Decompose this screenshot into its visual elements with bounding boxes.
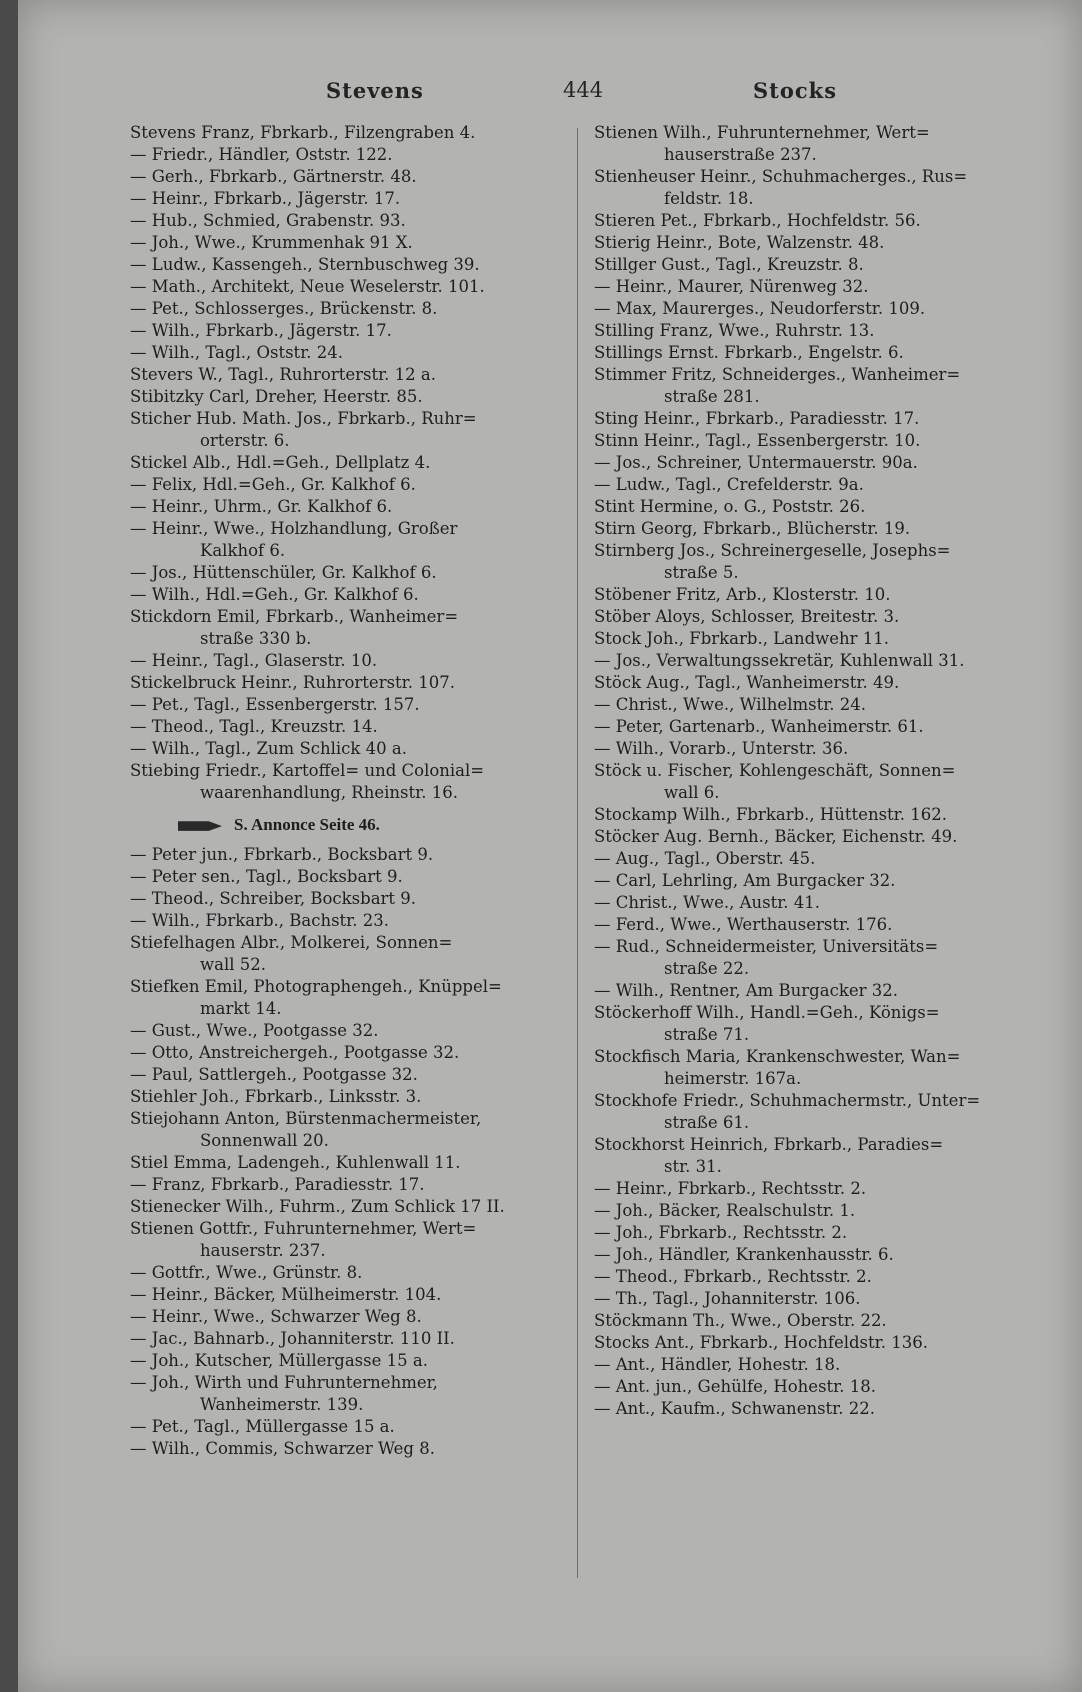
directory-entry: — Heinr., Wwe., Schwarzer Weg 8. xyxy=(130,1307,422,1326)
directory-entry: Stiefken Emil, Photographengeh., Knüppel= xyxy=(130,977,502,996)
directory-entry: Stienecker Wilh., Fuhrm., Zum Schlick 17 II. xyxy=(130,1197,505,1216)
directory-entry: — Wilh., Hdl.=Geh., Gr. Kalkhof 6. xyxy=(130,585,419,604)
page-number: 444 xyxy=(563,78,604,102)
directory-entry: — Aug., Tagl., Oberstr. 45. xyxy=(594,849,816,868)
annonce-text: S. Annonce Seite 46. xyxy=(234,815,380,834)
directory-entry: markt 14. xyxy=(200,999,282,1018)
directory-entry: — Paul, Sattlergeh., Pootgasse 32. xyxy=(130,1065,418,1084)
annonce-notice xyxy=(178,814,548,836)
directory-entry: feldstr. 18. xyxy=(664,189,754,208)
directory-entry: — Wilh., Vorarb., Unterstr. 36. xyxy=(594,739,849,758)
directory-entry: straße 22. xyxy=(664,959,750,978)
directory-entry: Stirn Georg, Fbrkarb., Blücherstr. 19. xyxy=(594,519,911,538)
header-right-keyword: Stocks xyxy=(753,78,838,103)
directory-entry: Stienen Gottfr., Fuhrunternehmer, Wert= xyxy=(130,1219,477,1238)
directory-entry: hauserstr. 237. xyxy=(200,1241,326,1260)
directory-entry: — Hub., Schmied, Grabenstr. 93. xyxy=(130,211,406,230)
directory-entry: Stiebing Friedr., Kartoffel= und Colonial= xyxy=(130,761,485,780)
directory-entry: — Th., Tagl., Johanniterstr. 106. xyxy=(594,1289,861,1308)
page-header xyxy=(18,78,1082,112)
directory-entry: Stöck u. Fischer, Kohlengeschäft, Sonnen= xyxy=(594,761,956,780)
directory-entry: — Heinr., Maurer, Nürenweg 32. xyxy=(594,277,869,296)
pointing-hand-icon xyxy=(178,820,222,832)
directory-entry: — Wilh., Commis, Schwarzer Weg 8. xyxy=(130,1439,435,1458)
directory-entry: — Otto, Anstreichergeh., Pootgasse 32. xyxy=(130,1043,460,1062)
directory-entry: orterstr. 6. xyxy=(200,431,290,450)
directory-entry: — Peter jun., Fbrkarb., Bocksbart 9. xyxy=(130,845,434,864)
directory-entry: Stockfisch Maria, Krankenschwester, Wan= xyxy=(594,1047,961,1066)
directory-entry: Stillger Gust., Tagl., Kreuzstr. 8. xyxy=(594,255,864,274)
directory-entry: — Heinr., Bäcker, Mülheimerstr. 104. xyxy=(130,1285,442,1304)
directory-entry: Stibitzky Carl, Dreher, Heerstr. 85. xyxy=(130,387,423,406)
directory-entry: — Ferd., Wwe., Werthauserstr. 176. xyxy=(594,915,893,934)
directory-entry: — Friedr., Händler, Oststr. 122. xyxy=(130,145,393,164)
directory-entry: — Christ., Wwe., Wilhelmstr. 24. xyxy=(594,695,867,714)
directory-entry: — Gerh., Fbrkarb., Gärtnerstr. 48. xyxy=(130,167,417,186)
directory-entry: Stienen Wilh., Fuhrunternehmer, Wert= xyxy=(594,123,930,142)
directory-entry: straße 71. xyxy=(664,1025,750,1044)
directory-entry: — Jac., Bahnarb., Johanniterstr. 110 II. xyxy=(130,1329,455,1348)
directory-entry: Stöckerhoff Wilh., Handl.=Geh., Königs= xyxy=(594,1003,940,1022)
directory-entry: — Pet., Tagl., Müllergasse 15 a. xyxy=(130,1417,395,1436)
directory-entry: — Heinr., Uhrm., Gr. Kalkhof 6. xyxy=(130,497,393,516)
directory-entry: Stienheuser Heinr., Schuhmacherges., Rus= xyxy=(594,167,968,186)
directory-entry: — Wilh., Tagl., Zum Schlick 40 a. xyxy=(130,739,407,758)
directory-entry: — Gust., Wwe., Pootgasse 32. xyxy=(130,1021,379,1040)
directory-entry: wall 52. xyxy=(200,955,266,974)
directory-entry: — Pet., Schlosserges., Brückenstr. 8. xyxy=(130,299,438,318)
directory-entry: Stilling Franz, Wwe., Ruhrstr. 13. xyxy=(594,321,875,340)
column-divider xyxy=(577,128,578,1578)
directory-entry: Stöbener Fritz, Arb., Klosterstr. 10. xyxy=(594,585,891,604)
directory-entry: — Joh., Kutscher, Müllergasse 15 a. xyxy=(130,1351,428,1370)
directory-entry: Stöck Aug., Tagl., Wanheimerstr. 49. xyxy=(594,673,900,692)
directory-entry: Wanheimerstr. 139. xyxy=(200,1395,364,1414)
directory-entry: — Theod., Schreiber, Bocksbart 9. xyxy=(130,889,417,908)
directory-entry: — Heinr., Fbrkarb., Rechtsstr. 2. xyxy=(594,1179,867,1198)
directory-entry: — Felix, Hdl.=Geh., Gr. Kalkhof 6. xyxy=(130,475,416,494)
directory-entry: — Joh., Wirth und Fuhrunternehmer, xyxy=(130,1373,438,1392)
directory-entry: straße 281. xyxy=(664,387,760,406)
directory-entry: straße 5. xyxy=(664,563,739,582)
directory-entry: Stint Hermine, o. G., Poststr. 26. xyxy=(594,497,866,516)
directory-entry: Stevens Franz, Fbrkarb., Filzengraben 4. xyxy=(130,123,476,142)
directory-entry: Stickelbruck Heinr., Ruhrorterstr. 107. xyxy=(130,673,455,692)
directory-entry: waarenhandlung, Rheinstr. 16. xyxy=(200,783,458,802)
directory-entry: Stiejohann Anton, Bürstenmachermeister, xyxy=(130,1109,482,1128)
directory-entry: — Heinr., Fbrkarb., Jägerstr. 17. xyxy=(130,189,401,208)
right-column xyxy=(594,122,1034,1420)
directory-entry: — Wilh., Rentner, Am Burgacker 32. xyxy=(594,981,898,1000)
directory-entry: — Pet., Tagl., Essenbergerstr. 157. xyxy=(130,695,420,714)
directory-entry: — Jos., Verwaltungssekretär, Kuhlenwall 31. xyxy=(594,651,965,670)
directory-entry: Stiefelhagen Albr., Molkerei, Sonnen= xyxy=(130,933,453,952)
directory-entry: — Theod., Fbrkarb., Rechtsstr. 2. xyxy=(594,1267,872,1286)
directory-page xyxy=(18,0,1082,1692)
directory-entry: Sonnenwall 20. xyxy=(200,1131,329,1150)
directory-entry: straße 330 b. xyxy=(200,629,312,648)
directory-entry: — Wilh., Tagl., Oststr. 24. xyxy=(130,343,343,362)
directory-entry: — Franz, Fbrkarb., Paradiesstr. 17. xyxy=(130,1175,425,1194)
directory-entry: — Peter, Gartenarb., Wanheimerstr. 61. xyxy=(594,717,924,736)
directory-entry: Sticher Hub. Math. Jos., Fbrkarb., Ruhr= xyxy=(130,409,477,428)
directory-entry: — Wilh., Fbrkarb., Bachstr. 23. xyxy=(130,911,389,930)
directory-entry: Stock Joh., Fbrkarb., Landwehr 11. xyxy=(594,629,890,648)
directory-entry: — Max, Maurerges., Neudorferstr. 109. xyxy=(594,299,926,318)
directory-entry: Stöber Aloys, Schlosser, Breitestr. 3. xyxy=(594,607,900,626)
directory-entry: wall 6. xyxy=(664,783,720,802)
directory-entry: hauserstraße 237. xyxy=(664,145,817,164)
directory-entry: — Heinr., Wwe., Holzhandlung, Großer xyxy=(130,519,458,538)
directory-entry: Stierig Heinr., Bote, Walzenstr. 48. xyxy=(594,233,885,252)
directory-entry: str. 31. xyxy=(664,1157,722,1176)
directory-entry: Kalkhof 6. xyxy=(200,541,286,560)
directory-entry: Sting Heinr., Fbrkarb., Paradiesstr. 17. xyxy=(594,409,920,428)
left-column xyxy=(130,122,548,1460)
directory-entry: Stiel Emma, Ladengeh., Kuhlenwall 11. xyxy=(130,1153,461,1172)
directory-entry: Stöckmann Th., Wwe., Oberstr. 22. xyxy=(594,1311,887,1330)
directory-entry: — Carl, Lehrling, Am Burgacker 32. xyxy=(594,871,896,890)
directory-entry: Stickdorn Emil, Fbrkarb., Wanheimer= xyxy=(130,607,459,626)
directory-entry: Stockhofe Friedr., Schuhmachermstr., Unter= xyxy=(594,1091,981,1110)
directory-entry: — Wilh., Fbrkarb., Jägerstr. 17. xyxy=(130,321,392,340)
directory-entry: — Math., Architekt, Neue Weselerstr. 101. xyxy=(130,277,485,296)
directory-entry: — Ant. jun., Gehülfe, Hohestr. 18. xyxy=(594,1377,876,1396)
directory-entry: — Jos., Schreiner, Untermauerstr. 90a. xyxy=(594,453,918,472)
directory-entry: straße 61. xyxy=(664,1113,750,1132)
directory-entry: Stillings Ernst. Fbrkarb., Engelstr. 6. xyxy=(594,343,904,362)
directory-entry: — Ant., Händler, Hohestr. 18. xyxy=(594,1355,841,1374)
directory-entry: — Ant., Kaufm., Schwanenstr. 22. xyxy=(594,1399,875,1418)
directory-entry: — Gottfr., Wwe., Grünstr. 8. xyxy=(130,1263,363,1282)
directory-entry: Stevers W., Tagl., Ruhrorterstr. 12 a. xyxy=(130,365,436,384)
directory-entry: Stöcker Aug. Bernh., Bäcker, Eichenstr. 49. xyxy=(594,827,958,846)
directory-entry: — Theod., Tagl., Kreuzstr. 14. xyxy=(130,717,378,736)
directory-entry: — Joh., Wwe., Krummenhak 91 X. xyxy=(130,233,413,252)
directory-entry: Stockhorst Heinrich, Fbrkarb., Paradies= xyxy=(594,1135,944,1154)
directory-entry: Stinn Heinr., Tagl., Essenbergerstr. 10. xyxy=(594,431,921,450)
directory-entry: — Joh., Bäcker, Realschulstr. 1. xyxy=(594,1201,856,1220)
directory-entry: Stiehler Joh., Fbrkarb., Linksstr. 3. xyxy=(130,1087,422,1106)
directory-entry: heimerstr. 167a. xyxy=(664,1069,802,1088)
directory-entry: Stimmer Fritz, Schneiderges., Wanheimer= xyxy=(594,365,961,384)
directory-entry: — Ludw., Tagl., Crefelderstr. 9a. xyxy=(594,475,864,494)
directory-entry: Stirnberg Jos., Schreinergeselle, Josephs= xyxy=(594,541,951,560)
directory-entry: Stieren Pet., Fbrkarb., Hochfeldstr. 56. xyxy=(594,211,921,230)
directory-entry: Stocks Ant., Fbrkarb., Hochfeldstr. 136. xyxy=(594,1333,928,1352)
header-left-keyword: Stevens xyxy=(326,78,424,103)
directory-entry: — Peter sen., Tagl., Bocksbart 9. xyxy=(130,867,403,886)
directory-entry: — Joh., Fbrkarb., Rechtsstr. 2. xyxy=(594,1223,848,1242)
directory-entry: — Christ., Wwe., Austr. 41. xyxy=(594,893,821,912)
directory-entry: — Ludw., Kassengeh., Sternbuschweg 39. xyxy=(130,255,480,274)
directory-entry: — Jos., Hüttenschüler, Gr. Kalkhof 6. xyxy=(130,563,437,582)
directory-entry: — Rud., Schneidermeister, Universitäts= xyxy=(594,937,939,956)
directory-entry: Stockamp Wilh., Fbrkarb., Hüttenstr. 162. xyxy=(594,805,947,824)
directory-entry: Stickel Alb., Hdl.=Geh., Dellplatz 4. xyxy=(130,453,431,472)
directory-entry: — Joh., Händler, Krankenhausstr. 6. xyxy=(594,1245,894,1264)
directory-entry: — Heinr., Tagl., Glaserstr. 10. xyxy=(130,651,378,670)
